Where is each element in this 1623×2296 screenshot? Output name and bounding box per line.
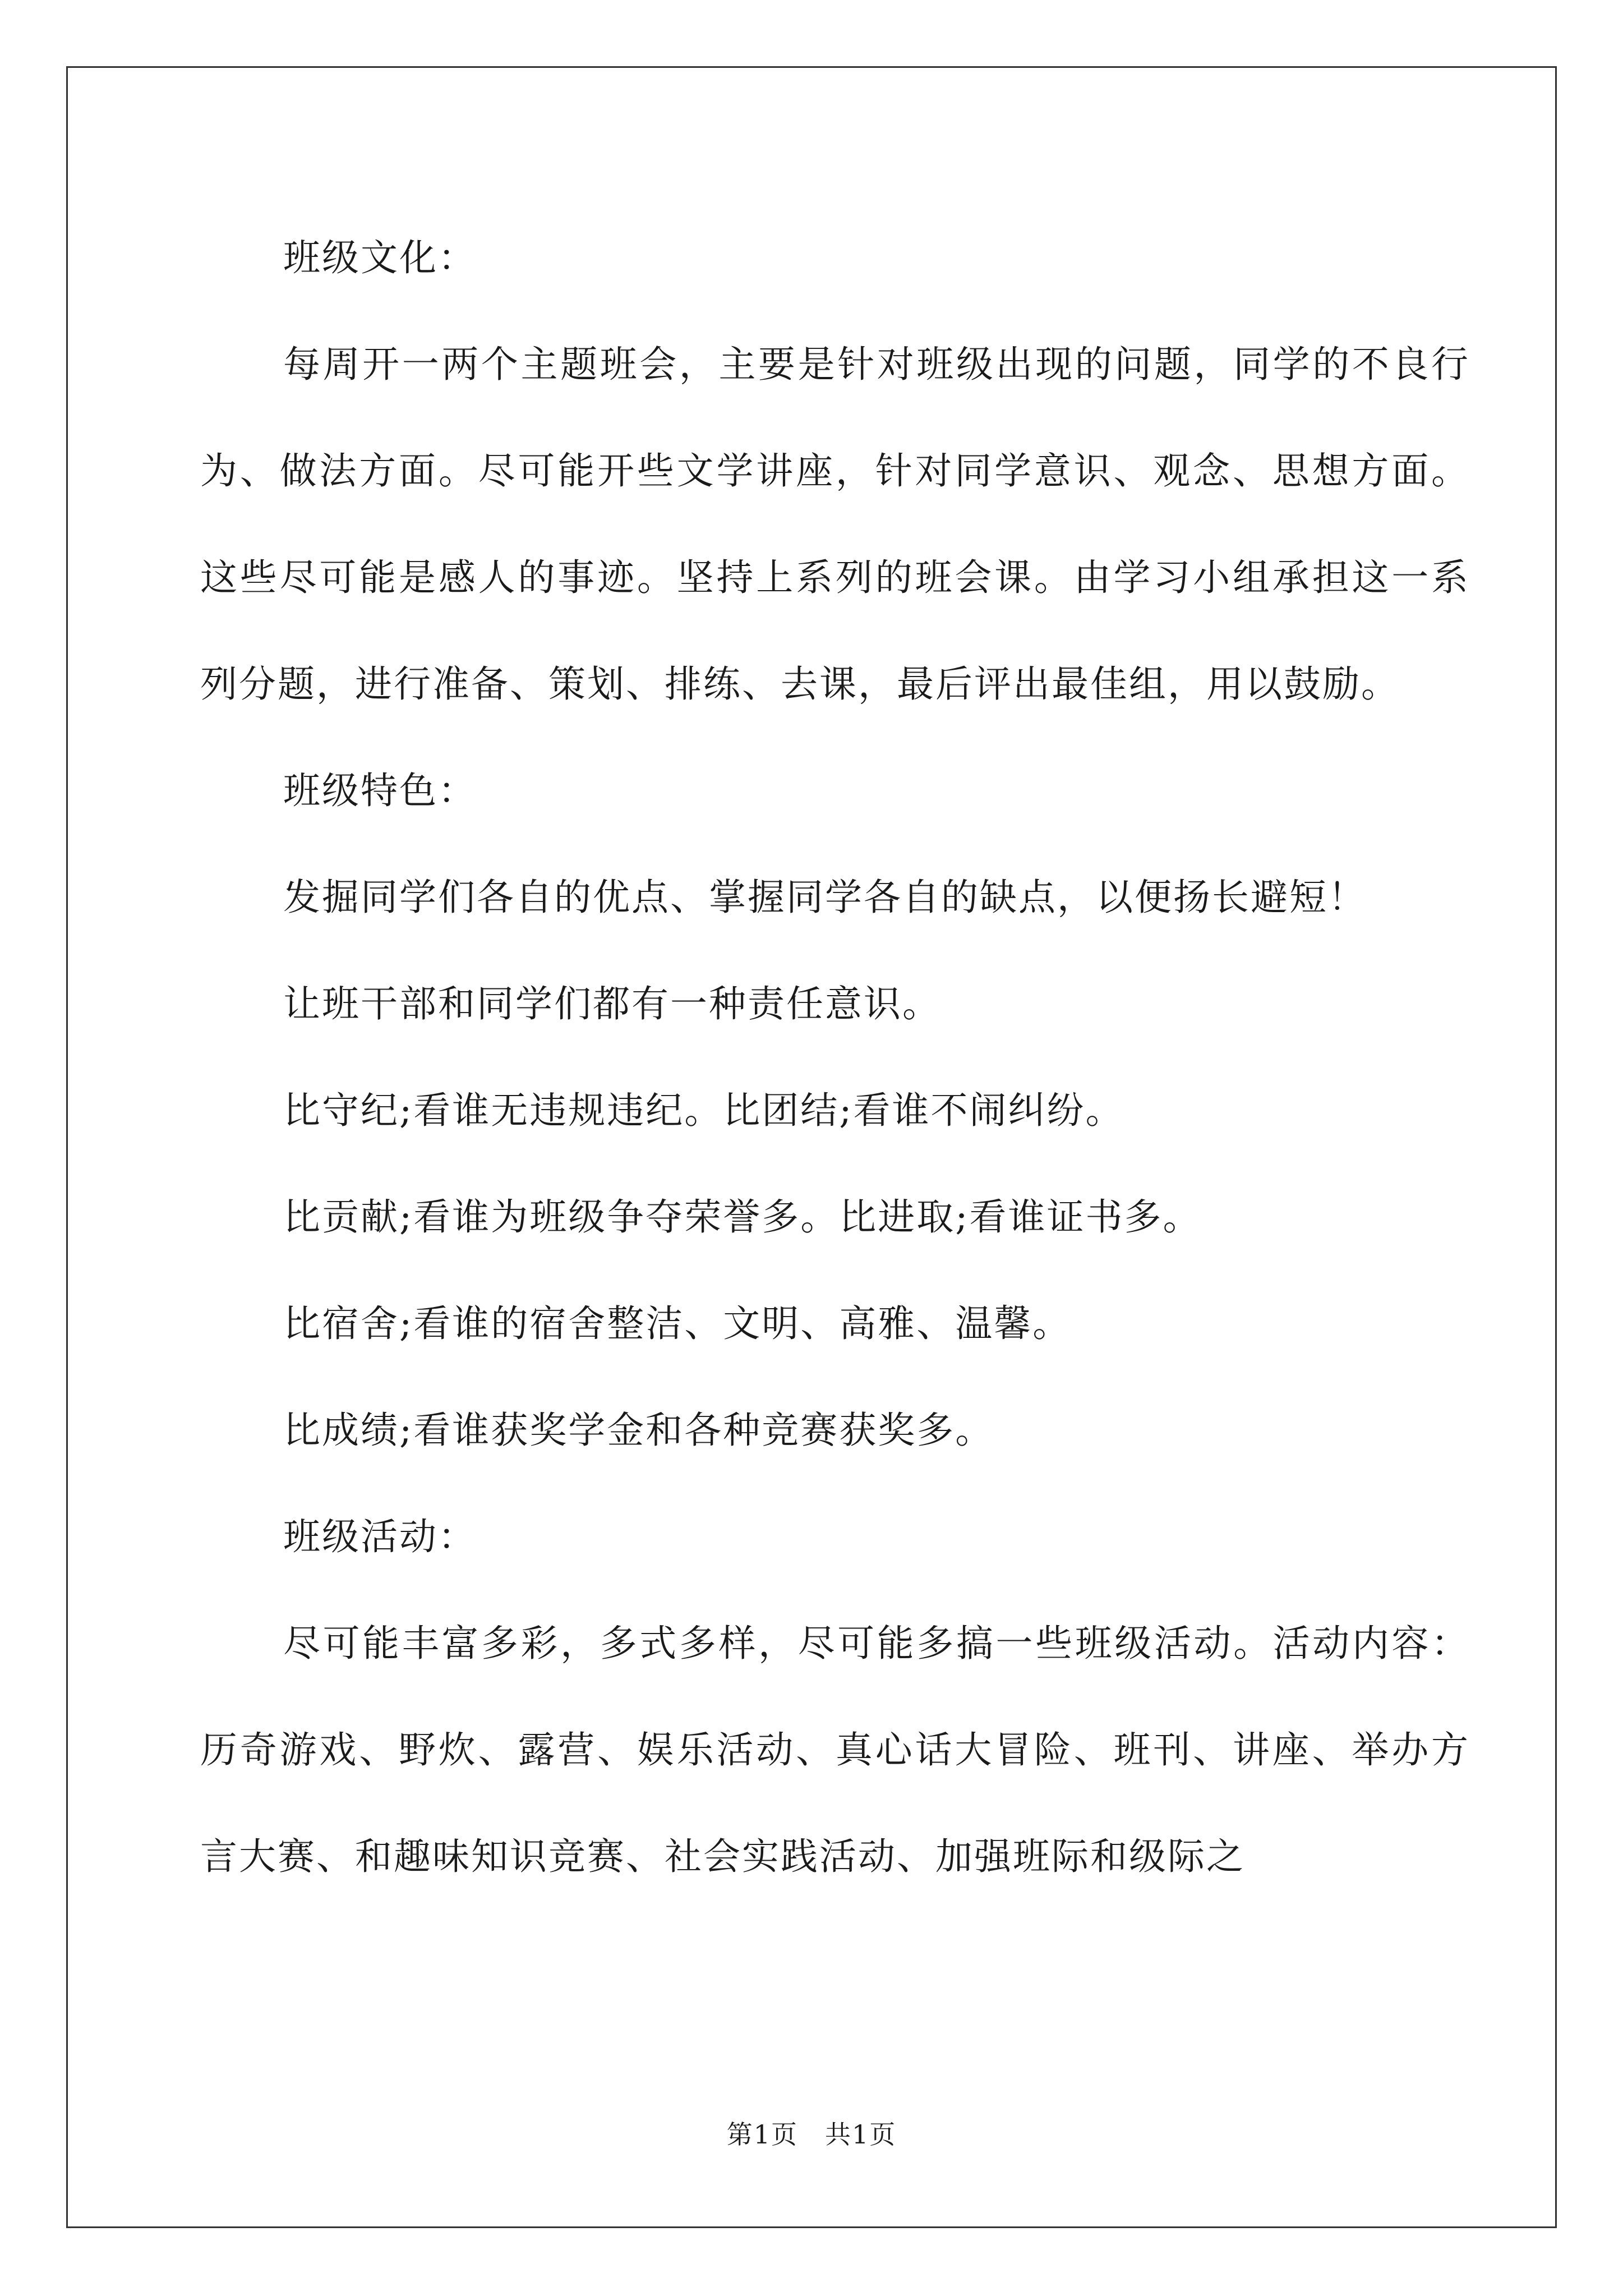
paragraph-dormitory: 比宿舍;看谁的宿舍整洁、文明、高雅、温馨。 — [283, 1302, 1072, 1345]
document-body — [200, 205, 1470, 1910]
paragraph-responsibility: 让班干部和同学们都有一种责任意识。 — [283, 982, 941, 1025]
heading-class-culture: 班级文化： — [283, 236, 477, 279]
heading-class-activities: 班级活动： — [283, 1515, 477, 1558]
paragraph-class-culture: 每周开一两个主题班会，主要是针对班级出现的问题，同学的不良行为、做法方面。尽可能开些文学讲座，针对同学意识、观念、思想方面。这些尽可能是感人的事迹。坚持上系列的班会课。由学习小组承担这一系列分题，进行准备、策划、排练、去课，最后评出最佳组，用以鼓励。 — [200, 343, 1470, 706]
paragraph-contribution: 比贡献;看谁为班级争夺荣誉多。比进取;看谁证书多。 — [283, 1195, 1202, 1239]
heading-class-features: 班级特色： — [283, 769, 477, 812]
paragraph-grades: 比成绩;看谁获奖学金和各种竞赛获奖多。 — [283, 1409, 994, 1452]
paragraph-activities: 尽可能丰富多彩，多式多样，尽可能多搞一些班级活动。活动内容：历奇游戏、野炊、露营、娱乐活动、真心话大冒险、班刊、讲座、举办方言大赛、和趣味知识竞赛、社会实践活动、加强班际和级际之 — [200, 1622, 1470, 1878]
page-footer: 第1页 共1页 — [726, 2119, 897, 2150]
paragraph-discipline: 比守纪;看谁无违规违纪。比团结;看谁不闹纠纷。 — [283, 1089, 1124, 1132]
paragraph-strengths: 发掘同学们各自的优点、掌握同学各自的缺点，以便扬长避短！ — [283, 876, 1367, 919]
